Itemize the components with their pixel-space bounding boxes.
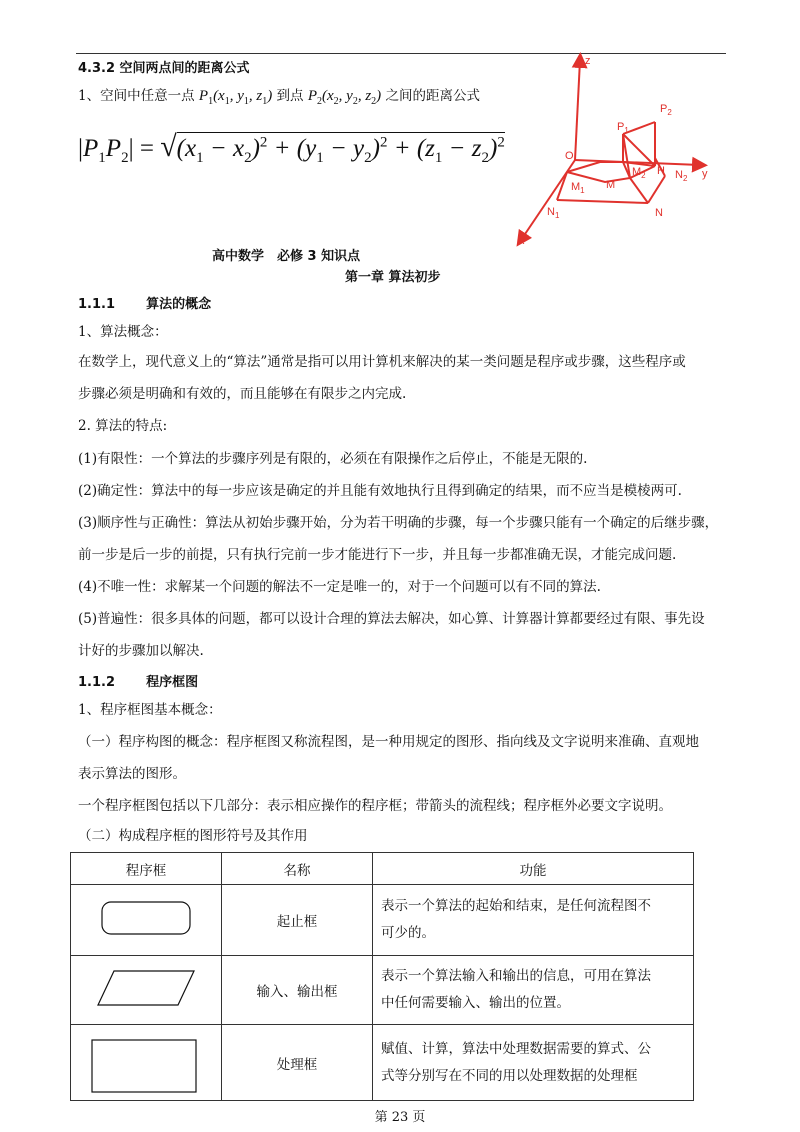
process-shape	[72, 1026, 220, 1095]
heading-112-num: 1.1.2	[78, 675, 116, 690]
intro-text-b: 到点	[276, 88, 304, 104]
label-m2: $M_2$	[632, 166, 646, 180]
func-line: 表示一个算法的起始和结束，是任何流程图不	[381, 898, 651, 914]
chapter-title: 第一章 算法初步	[345, 270, 441, 285]
distance-formula: $|P_1P_2| = √(x_1 - x_2)^2 + (y_1 - y_2)^2 + (z_1 - z_2)^2$	[78, 130, 505, 166]
header-function: 功能	[373, 853, 694, 885]
section-heading-432: 4.3.2 空间两点间的距离公式	[78, 61, 250, 76]
table-row	[71, 885, 694, 956]
label-p1: $P_1$	[617, 121, 629, 135]
shape-cell	[71, 956, 222, 1025]
sub-2: （二）构成程序框的图形符号及其作用	[78, 828, 308, 844]
heading-112-text: 程序框图	[146, 675, 199, 690]
func-line: 可少的。	[381, 925, 435, 941]
page-number: 第 23 页	[374, 1110, 426, 1125]
label-o: O	[565, 150, 574, 162]
feature-non-unique: (4)不唯一性：求解某一个问题的解法不一定是唯一的，对于一个问题可以有不同的算法.	[78, 579, 601, 595]
label-m: M	[606, 179, 616, 191]
label-z: z	[585, 55, 591, 67]
func-line: 中任何需要输入、输出的位置。	[381, 995, 570, 1011]
feature-universal: (5)普遍性：很多具体的问题，都可以设计合理的算法去解决，如心算、计算器计算都要经过有限、事先设	[78, 611, 705, 627]
func-line: 表示一个算法输入和输出的信息，可用在算法	[381, 968, 651, 984]
label-y: y	[702, 168, 708, 180]
item-2-features: 2. 算法的特点:	[78, 418, 168, 434]
name-cell: 起止框	[222, 885, 373, 956]
section-heading-112	[78, 671, 198, 690]
label-n2: $N_2$	[675, 169, 688, 183]
heading-111-text: 算法的概念	[146, 297, 212, 312]
label-x: x	[519, 235, 525, 247]
sub-1-line2: 表示算法的图形。	[78, 766, 186, 782]
section-heading-111	[78, 293, 211, 312]
intro-text-a: 1、空间中任意一点	[78, 88, 195, 104]
table-row	[71, 956, 694, 1025]
header-name: 名称	[222, 853, 373, 885]
sub-1-line1: （一）程序构图的概念：程序框图又称流程图，是一种用规定的图形、指向线及文字说明来准确、直观地	[78, 734, 699, 750]
item-1-concept: 1、算法概念：	[78, 324, 168, 340]
n1-n-line	[557, 200, 648, 203]
feature-universal-cont: 计好的步骤加以解决.	[78, 643, 204, 659]
para-line: 在数学上，现代意义上的“算法”通常是指可以用计算机来解决的某一类问题是程序或步骤，这些程序或	[78, 354, 686, 370]
terminal-shape	[72, 886, 220, 950]
heading-111-num: 1.1.1	[78, 297, 116, 312]
point-p1: $P_1(x_1$, $y_1$, $z_1$)	[198, 88, 273, 107]
func-cell	[373, 1025, 694, 1101]
func-line: 式等分别写在不同的用以处理数据的处理框	[381, 1067, 638, 1084]
point-p2: $P_2(x_2$, $y_2$, $z_2$)	[307, 88, 382, 107]
label-p2: $P_2$	[660, 103, 672, 117]
name-cell: 输入、输出框	[222, 956, 373, 1025]
table-header-row	[71, 853, 694, 885]
feature-sequential: (3)顺序性与正确性：算法从初始步骤开始，分为若干明确的步骤，每一个步骤只能有一个确定的后继步骤，	[78, 515, 719, 531]
func-line: 赋值、计算，算法中处理数据需要的算式、公	[381, 1040, 651, 1057]
label-m1: $M_1$	[571, 181, 585, 195]
io-shape	[72, 957, 220, 1019]
intro-text-c: 之间的距离公式	[385, 88, 480, 104]
label-n1: $N_1$	[547, 206, 560, 220]
z-axis	[575, 60, 580, 160]
space-distance-diagram	[505, 50, 730, 255]
symbol-table	[70, 852, 694, 1101]
shape-cell	[71, 885, 222, 956]
func-cell	[373, 885, 694, 956]
n-n2-line	[648, 176, 665, 203]
header-shape: 程序框	[71, 853, 222, 885]
label-n: N	[655, 207, 663, 219]
para-line: 步骤必须是明确和有效的，而且能够在有限步之内完成.	[78, 386, 407, 402]
feature-finite: (1)有限性：一个算法的步骤序列是有限的，必须在有限操作之后停止，不能是无限的.	[78, 451, 588, 467]
func-cell	[373, 956, 694, 1025]
distance-intro-line	[78, 86, 480, 112]
book-title: 高中数学 必修 3 知识点	[212, 249, 361, 264]
feature-sequential-cont: 前一步是后一步的前提，只有执行完前一步才能进行下一步，并且每一步都准确无误，才能完成问题.	[78, 547, 677, 563]
item-1-flowchart: 1、程序框图基本概念：	[78, 702, 222, 718]
shape-cell	[71, 1025, 222, 1101]
table-row	[71, 1025, 694, 1101]
n-m2-line	[630, 178, 648, 203]
name-cell: 处理框	[222, 1025, 373, 1101]
label-h: H	[657, 165, 665, 177]
feature-definite: (2)确定性：算法中的每一步应该是确定的并且能有效地执行且得到确定的结果，而不应当是模棱两可.	[78, 483, 682, 499]
flowchart-parts: 一个程序框图包括以下几部分：表示相应操作的程序框；带箭头的流程线；程序框外必要文字说明。	[78, 798, 672, 814]
base-quad	[567, 162, 630, 182]
